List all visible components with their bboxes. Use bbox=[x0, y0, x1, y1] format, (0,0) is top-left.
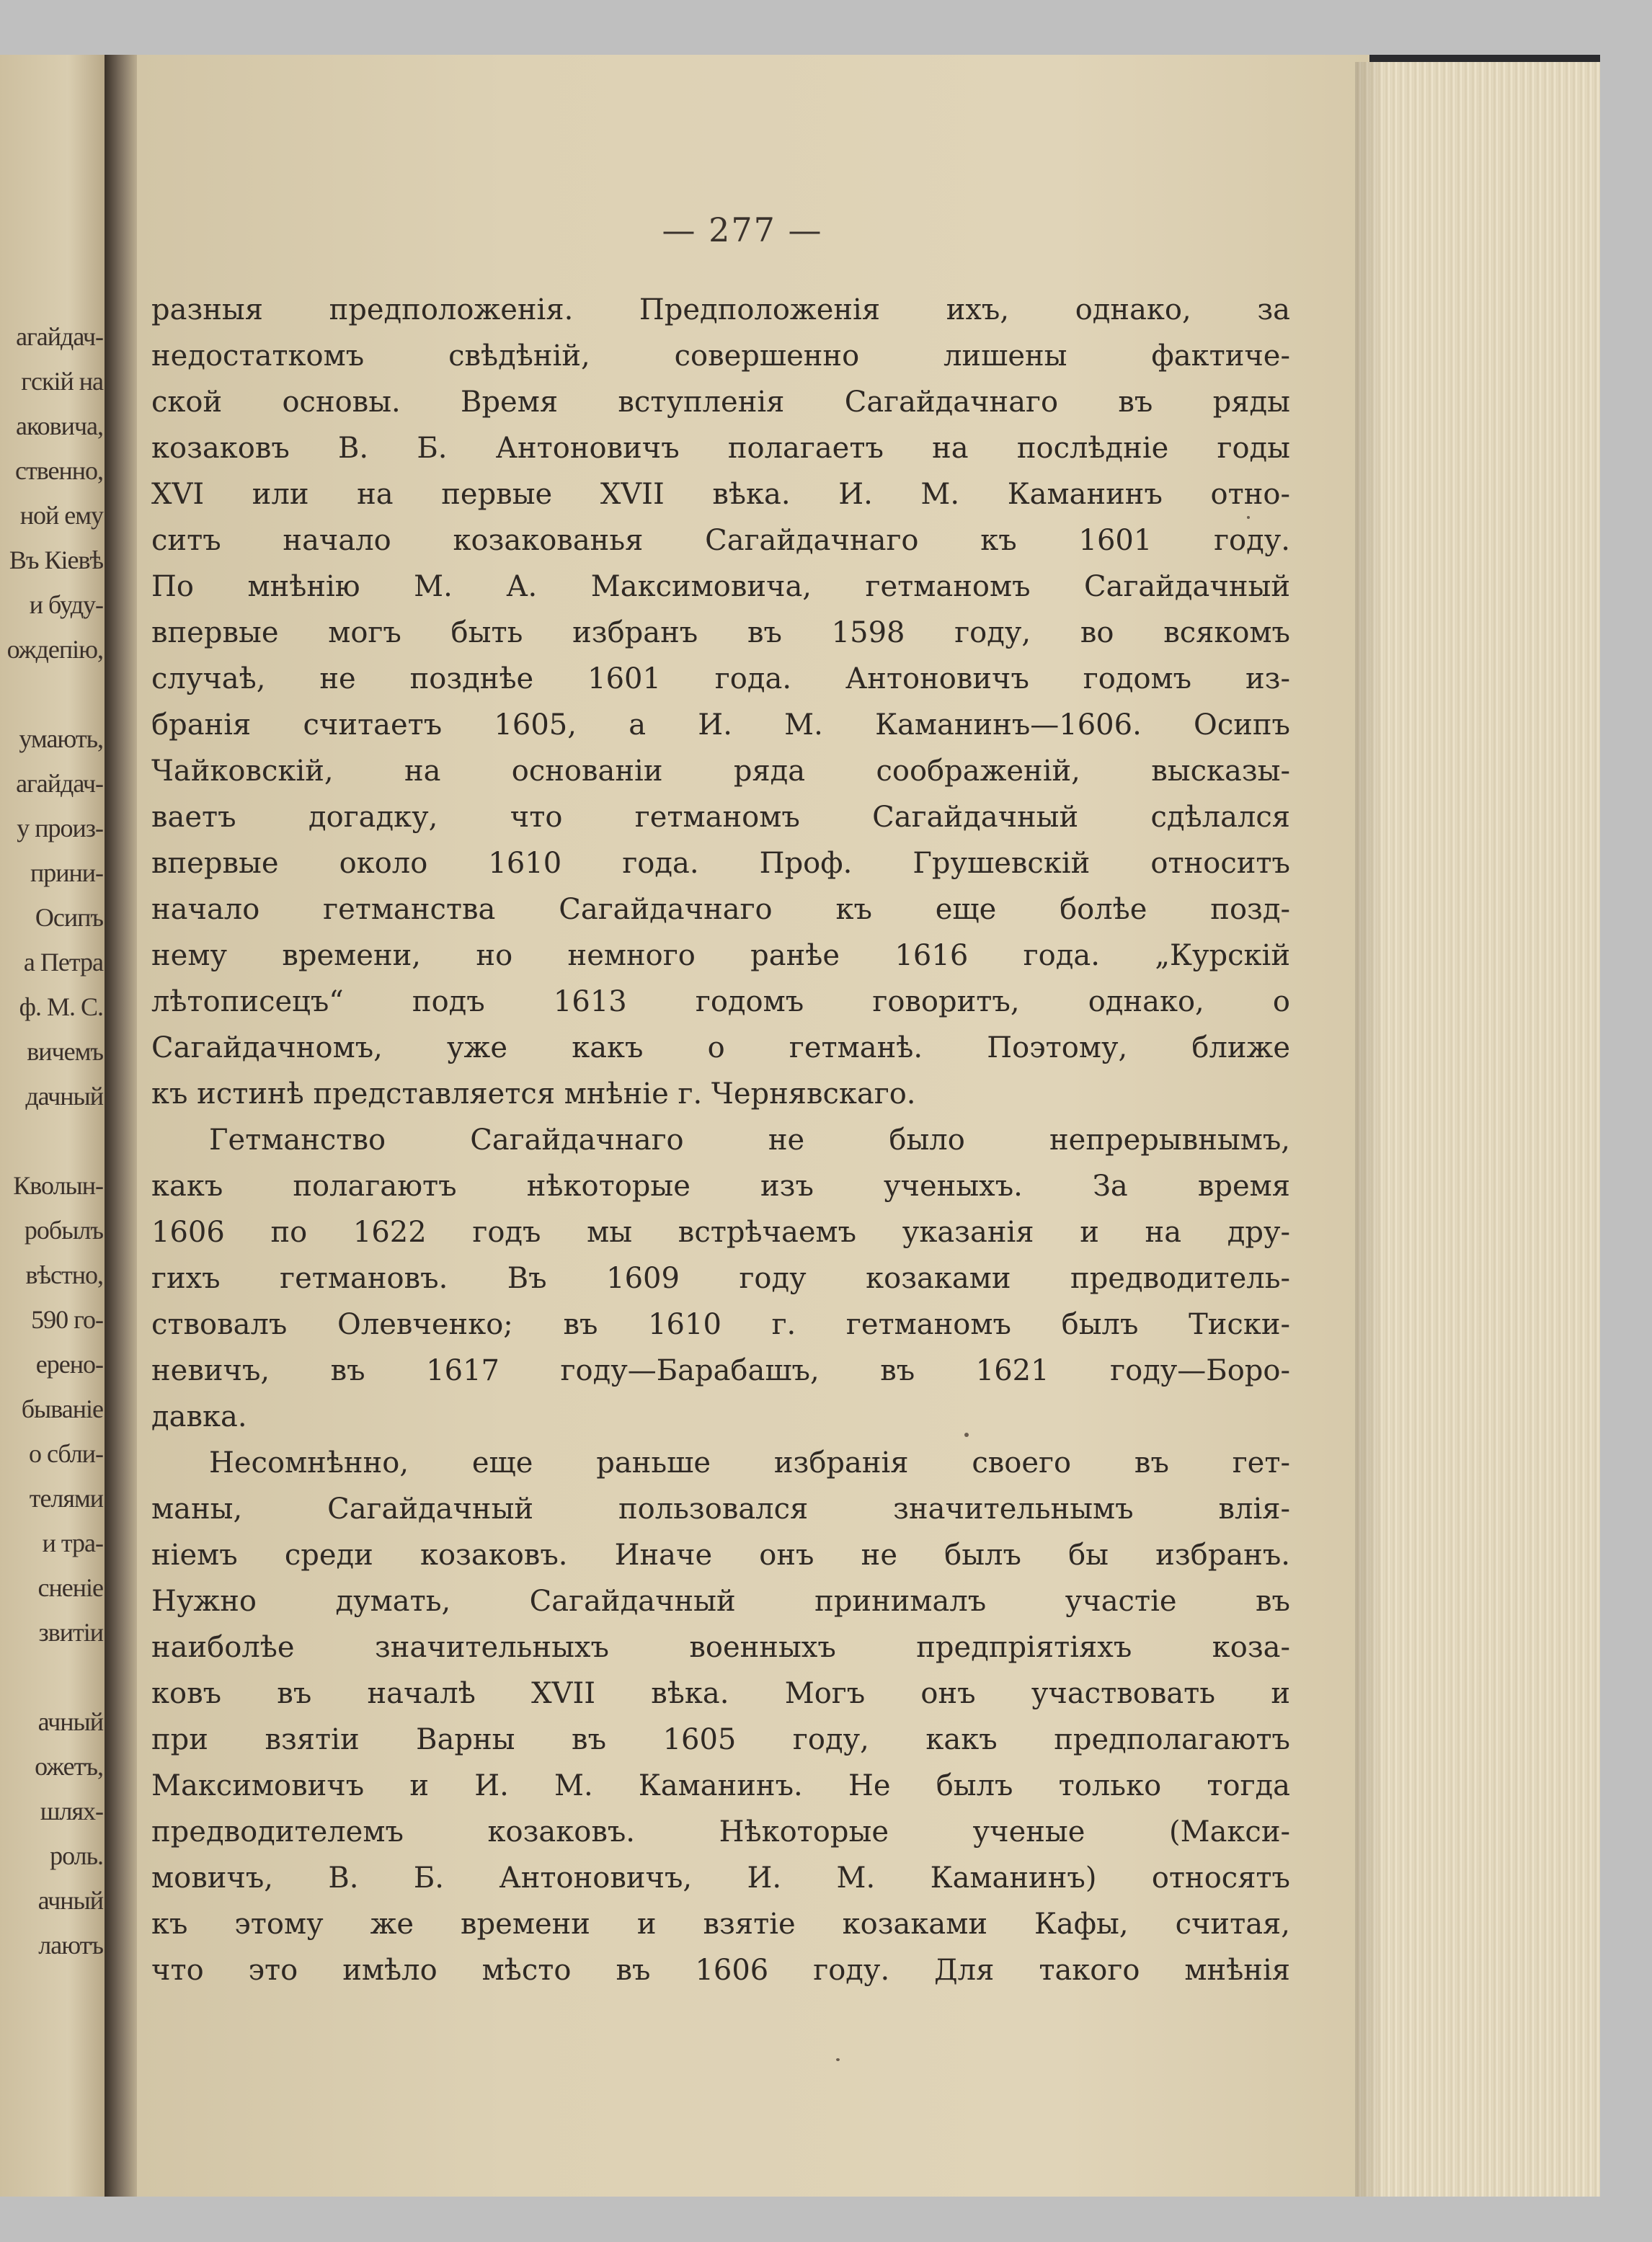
previous-page-line: гскій на bbox=[21, 367, 103, 396]
text-line: случаѣ, не позднѣе 1601 года. Антоновичъ годомъ из- bbox=[151, 662, 1290, 695]
text-line: XVI или на первые XVII вѣка. И. М. Каманинъ отно- bbox=[151, 478, 1290, 511]
previous-page-line: роль. bbox=[50, 1841, 103, 1870]
book-scan bbox=[0, 55, 1600, 2197]
previous-page-line: сненіе bbox=[37, 1573, 103, 1602]
previous-page-line: аковича, bbox=[16, 412, 103, 440]
previous-page-line: ождепію, bbox=[6, 635, 103, 664]
text-line: какъ полагаютъ нѣкоторые изъ ученыхъ. За время bbox=[151, 1170, 1290, 1203]
page-edges bbox=[1355, 62, 1600, 2197]
previous-page-line: у произ- bbox=[17, 814, 103, 842]
previous-page-line: лаютъ bbox=[38, 1931, 103, 1959]
text-line: наиболѣе значительныхъ военныхъ предпріятіяхъ коза- bbox=[151, 1631, 1290, 1664]
previous-page-line: дачный bbox=[25, 1082, 103, 1111]
text-line: маны, Сагайдачный пользовался значительнымъ влія- bbox=[151, 1493, 1290, 1526]
text-line: впервые около 1610 года. Проф. Грушевскій относитъ bbox=[151, 847, 1290, 880]
previous-page-line bbox=[0, 1118, 119, 1163]
text-line: ваетъ догадку, что гетманомъ Сагайдачный сдѣлался bbox=[151, 801, 1290, 834]
previous-page-line bbox=[0, 672, 119, 716]
previous-page-line: а Петра bbox=[23, 948, 103, 977]
text-line: бранія считаетъ 1605, а И. М. Каманинъ—1606. Осипъ bbox=[151, 708, 1290, 742]
text-line: нему времени, но немного ранѣе 1616 года. „Курскій bbox=[151, 939, 1290, 972]
paragraph bbox=[151, 1117, 1290, 1440]
previous-page-line: агайдач- bbox=[16, 769, 103, 798]
previous-page-line: Кволын- bbox=[13, 1171, 103, 1200]
text-line: впервые могъ быть избранъ въ 1598 году, во всякомъ bbox=[151, 616, 1290, 649]
previous-page-line: ф. М. С. bbox=[19, 992, 103, 1021]
text-line: начало гетманства Сагайдачнаго къ еще болѣе позд- bbox=[151, 893, 1290, 926]
previous-page-text bbox=[0, 314, 119, 1967]
text-line: предводителемъ козаковъ. Нѣкоторые ученые (Макси- bbox=[151, 1815, 1290, 1849]
previous-page-line: робылъ bbox=[24, 1216, 103, 1245]
previous-page-line bbox=[0, 1655, 119, 1699]
text-line: По мнѣнію М. А. Максимовича, гетманомъ Сагайдачный bbox=[151, 570, 1290, 603]
text-line: недостаткомъ свѣдѣній, совершенно лишены фактиче- bbox=[151, 339, 1290, 373]
text-line: что это имѣло мѣсто въ 1606 году. Для такого мнѣнія bbox=[151, 1954, 1290, 1987]
page bbox=[137, 55, 1369, 2197]
text-line: невичъ, въ 1617 году—Барабашъ, въ 1621 году—Боро- bbox=[151, 1354, 1290, 1387]
previous-page-line: ной ему bbox=[19, 501, 103, 530]
text-line: Несомнѣнно, еще раньше избранія своего въ гет- bbox=[209, 1446, 1290, 1480]
previous-page-line: ерено- bbox=[35, 1350, 103, 1379]
previous-page-line: агайдач- bbox=[16, 322, 103, 351]
page-number: — 277 — bbox=[662, 210, 823, 249]
previous-page-line: ачный bbox=[37, 1886, 103, 1915]
previous-page-line: вичемъ bbox=[27, 1037, 103, 1066]
text-line: 1606 по 1622 годъ мы встрѣчаемъ указанія и на дру- bbox=[151, 1216, 1290, 1249]
text-line: ковъ въ началѣ XVII вѣка. Могъ онъ участвовать и bbox=[151, 1677, 1290, 1710]
body-text bbox=[151, 287, 1290, 1993]
text-line: къ этому же времени и взятіе козаками Кафы, считая, bbox=[151, 1908, 1290, 1941]
text-line: ствовалъ Олевченко; въ 1610 г. гетманомъ былъ Тиски- bbox=[151, 1308, 1290, 1341]
previous-page-line: Осипъ bbox=[35, 903, 103, 932]
text-line: разныя предположенія. Предположенія ихъ, однако, за bbox=[151, 293, 1290, 326]
previous-page-line: вѣстно, bbox=[25, 1260, 103, 1289]
previous-page-line: телями bbox=[29, 1484, 103, 1513]
previous-page-line: ачный bbox=[37, 1707, 103, 1736]
text-line: къ истинѣ представляется мнѣніе г. Чернявскаго. bbox=[151, 1077, 916, 1111]
previous-page-line: о сбли- bbox=[28, 1439, 103, 1468]
text-line: гихъ гетмановъ. Въ 1609 году козаками предводитель- bbox=[151, 1262, 1290, 1295]
previous-page-line: Въ Кіевѣ bbox=[9, 546, 103, 574]
text-line: ской основы. Время вступленія Сагайдачнаго въ ряды bbox=[151, 386, 1290, 419]
previous-page-line: ственно, bbox=[14, 456, 103, 485]
text-line: козаковъ В. Б. Антоновичъ полагаетъ на послѣдніе годы bbox=[151, 432, 1290, 465]
text-line: при взятіи Варны въ 1605 году, какъ предполагаютъ bbox=[151, 1723, 1290, 1756]
paragraph bbox=[151, 1440, 1290, 1993]
text-line: лѣтописецъ“ подъ 1613 годомъ говоритъ, однако, о bbox=[151, 985, 1290, 1018]
text-line: ситъ начало козакованья Сагайдачнаго къ 1601 году. bbox=[151, 524, 1290, 557]
text-line: ніемъ среди козаковъ. Иначе онъ не былъ бы избранъ. bbox=[151, 1539, 1290, 1572]
previous-page-line: и тра- bbox=[42, 1529, 103, 1557]
previous-page-line: и буду- bbox=[29, 590, 103, 619]
previous-page-line: шлях- bbox=[40, 1797, 103, 1825]
paragraph bbox=[151, 287, 1290, 1117]
text-line: Сагайдачномъ, уже какъ о гетманѣ. Поэтому, ближе bbox=[151, 1031, 1290, 1064]
book-gutter bbox=[105, 55, 141, 2197]
previous-page-line: звитіи bbox=[38, 1618, 103, 1647]
text-line: мовичъ, В. Б. Антоновичъ, И. М. Каманинъ) относятъ bbox=[151, 1861, 1290, 1895]
previous-page-line: прини- bbox=[30, 858, 103, 887]
previous-page-line: умають, bbox=[19, 724, 103, 753]
text-line: Чайковскій, на основаніи ряда соображеній, высказы- bbox=[151, 755, 1290, 788]
text-line: Максимовичъ и И. М. Каманинъ. Не былъ только тогда bbox=[151, 1769, 1290, 1802]
text-line: давка. bbox=[151, 1400, 247, 1433]
text-line: Нужно думать, Сагайдачный принималъ участіе въ bbox=[151, 1585, 1290, 1618]
previous-page-line: бываніе bbox=[21, 1394, 103, 1423]
text-line: Гетманство Сагайдачнаго не было непрерывнымъ, bbox=[209, 1124, 1290, 1157]
previous-page-line: 590 го- bbox=[31, 1305, 103, 1334]
previous-page-line: ожетъ, bbox=[35, 1752, 103, 1781]
